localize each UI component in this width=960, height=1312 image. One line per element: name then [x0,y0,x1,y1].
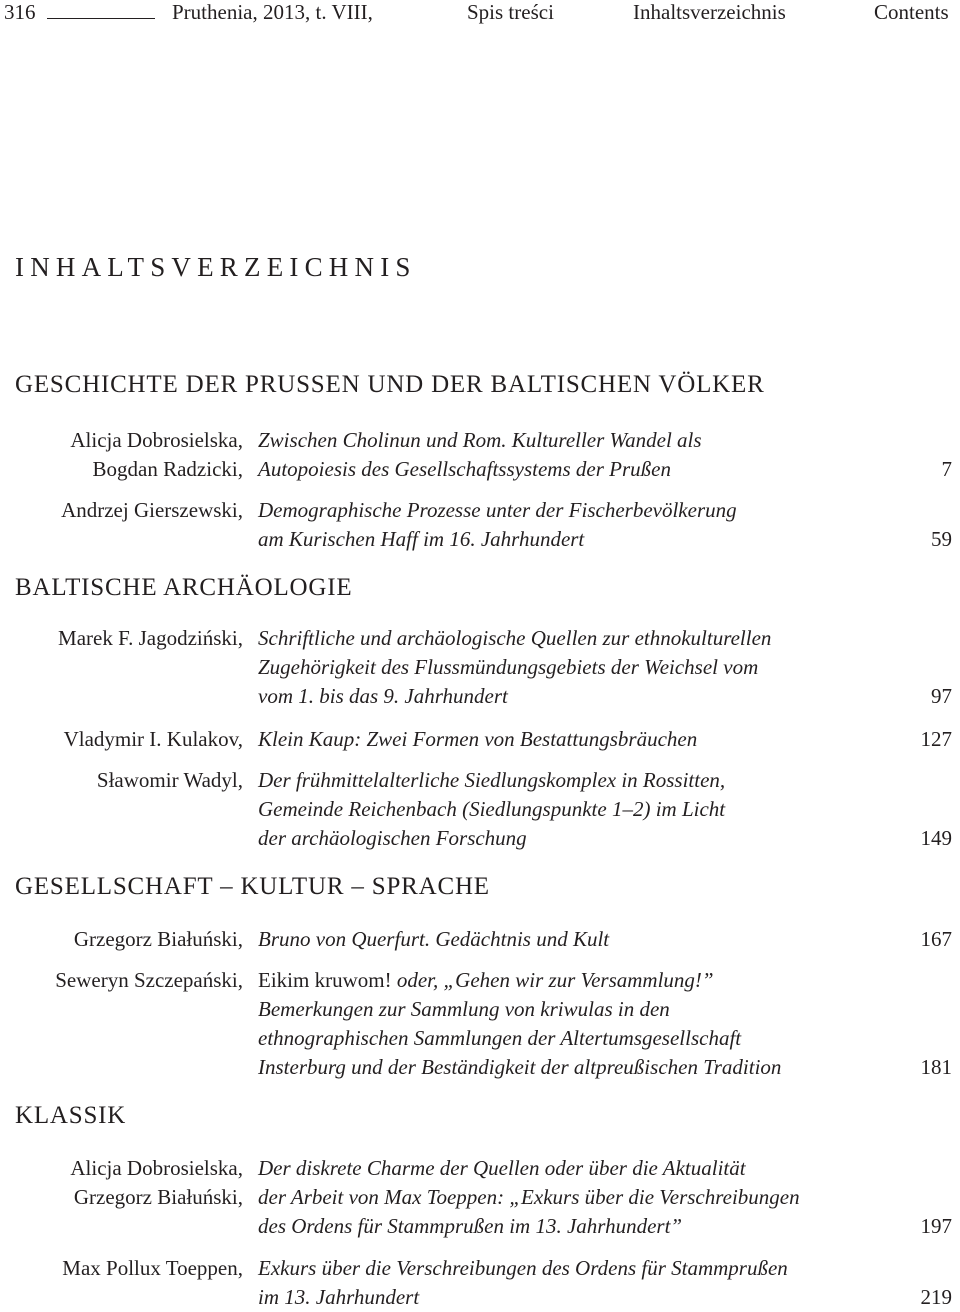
author: Alicja Dobrosielska, [70,1156,243,1180]
entry-title[interactable] [258,925,609,954]
toc-label-en: Contents [874,0,949,24]
title-line: der archäologischen Forschung [258,826,527,850]
entry-title[interactable] [258,725,697,754]
section-heading-gesellschaft: GESELLSCHAFT – KULTUR – SPRACHE [15,873,490,900]
title-line: Bemerkungen zur Sammlung von kriwulas in den [258,997,670,1021]
title-segment: oder, „Gehen wir zur Versammlung!” [391,968,714,992]
author: Vladymir I. Kulakov, [63,727,243,751]
title-line: Gemeinde Reichenbach (Siedlungspunkte 1–2) im Licht [258,797,726,821]
entry-authors [58,624,243,653]
author: Alicja Dobrosielska, [70,428,243,452]
title-line: Der diskrete Charme der Quellen oder über die Aktualität [258,1156,746,1180]
entry-title[interactable] [258,966,781,1082]
title-line: im 13. Jahrhundert [258,1285,420,1309]
author: Max Pollux Toeppen, [62,1256,243,1280]
title-line: Insterburg und der Beständigkeit der altpreußischen Tradition [258,1055,782,1079]
author: Grzegorz Białuński, [73,1185,243,1209]
header-rule [47,18,155,19]
title-line: Klein Kaup: Zwei Formen von Bestattungsbräuchen [258,727,698,751]
entry-authors [62,1254,243,1283]
author: Grzegorz Białuński, [73,927,243,951]
title-line: Autopoiesis des Gesellschaftssystems der Prußen [258,457,671,481]
title-line [258,966,781,995]
author: Seweryn Szczepański, [55,968,243,992]
page-title: INHALTSVERZEICHNIS [15,252,417,282]
title-line: Zwischen Cholinun und Rom. Kultureller Wandel als [258,428,702,452]
entry-page-number[interactable]: 167 [920,927,952,951]
title-line: des Ordens für Stammprußen im 13. Jahrhundert” [258,1214,683,1238]
running-header [0,0,960,26]
author: Bogdan Radzicki, [92,457,243,481]
title-line: Schriftliche und archäologische Quellen zur ethnokulturellen [258,626,772,650]
author: Marek F. Jagodziński, [58,626,243,650]
entry-page-number[interactable]: 181 [920,1055,952,1079]
entry-authors [70,426,243,484]
entry-title[interactable] [258,496,737,554]
title-line: am Kurischen Haff im 16. Jahrhundert [258,527,585,551]
title-line: Demographische Prozesse unter der Fischerbevölkerung [258,498,737,522]
title-quoted-phrase: Eikim kruwom! [258,968,392,992]
title-line: Der frühmittelalterliche Siedlungskomplex in Rossitten, [258,768,726,792]
section-heading-archaeologie: BALTISCHE ARCHÄOLOGIE [15,574,353,601]
section-heading-prussen: GESCHICHTE DER PRUSSEN UND DER BALTISCHEN VÖLKER [15,371,765,398]
title-line: ethnographischen Sammlungen der Altertumsgesellschaft [258,1026,742,1050]
entry-authors [97,766,243,795]
toc-label-pl: Spis treści [467,0,554,24]
entry-page-number[interactable]: 7 [941,457,952,481]
title-line: Zugehörigkeit des Flussmündungsgebiets der Weichsel vom [258,655,759,679]
entry-authors [64,725,243,754]
page-number: 316 [4,0,36,24]
section-heading-klassik: KLASSIK [15,1102,127,1129]
title-line: Exkurs über die Verschreibungen des Ordens für Stammprußen [258,1256,788,1280]
entry-authors [61,496,243,525]
entry-page-number[interactable]: 149 [920,826,952,850]
entry-title[interactable] [258,766,725,853]
title-line: vom 1. bis das 9. Jahrhundert [258,684,508,708]
entry-title[interactable] [258,624,771,711]
toc-label-de: Inhaltsverzeichnis [633,0,786,24]
entry-authors [70,1154,243,1212]
entry-authors [74,925,243,954]
entry-page-number[interactable]: 59 [931,527,952,551]
entry-page-number[interactable]: 219 [920,1285,952,1309]
entry-authors [55,966,243,995]
entry-title[interactable] [258,1154,800,1241]
author: Andrzej Gierszewski, [61,498,243,522]
entry-title[interactable] [258,1254,788,1312]
entry-page-number[interactable]: 197 [920,1214,952,1238]
author: Sławomir Wadyl, [96,768,243,792]
entry-title[interactable] [258,426,702,484]
title-line: der Arbeit von Max Toeppen: „Exkurs über die Verschreibungen [258,1185,800,1209]
entry-page-number[interactable]: 127 [920,727,952,751]
title-line: Bruno von Querfurt. Gedächtnis und Kult [258,927,610,951]
journal-citation: Pruthenia, 2013, t. VIII, [172,0,373,24]
entry-page-number[interactable]: 97 [931,684,952,708]
